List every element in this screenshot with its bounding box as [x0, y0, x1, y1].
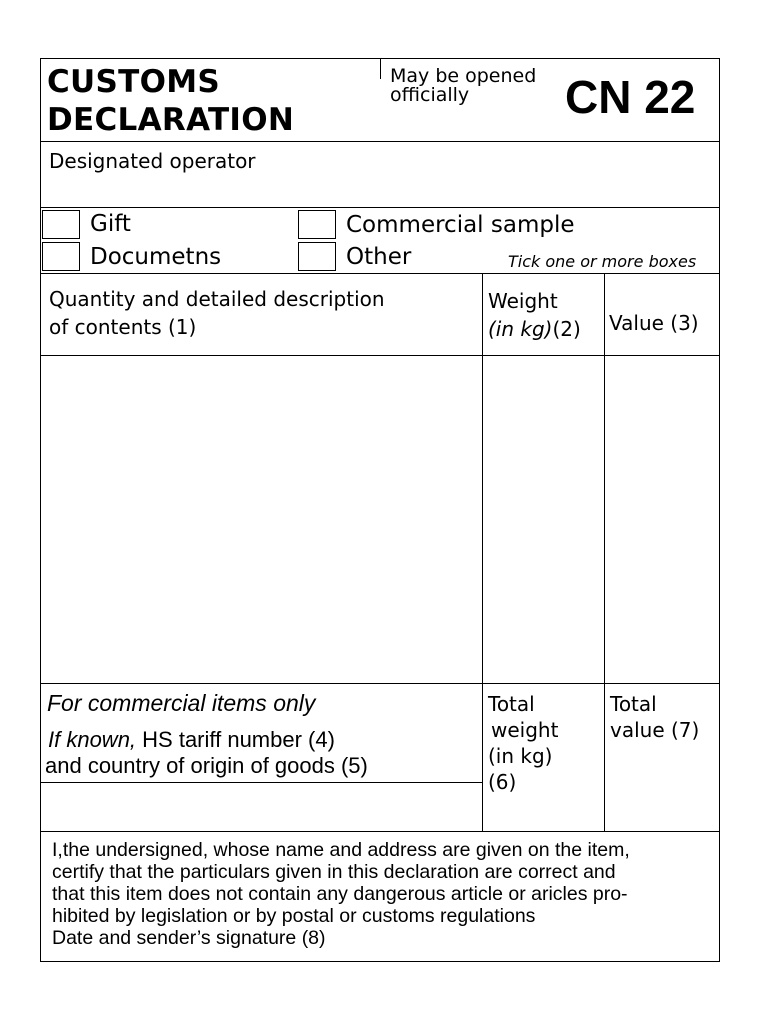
other-label: Other — [346, 244, 412, 270]
total-weight-line2: weight — [491, 718, 559, 742]
commercial-items-heading: For commercial items only — [47, 690, 316, 716]
description-header-line2: of contents (1) — [49, 315, 197, 339]
declaration-text — [52, 839, 712, 949]
declaration-line1: I,the undersigned, whose name and address are given on the item, — [52, 839, 630, 861]
weight-header-line2 — [488, 315, 581, 343]
form-title-line2: DECLARATION — [47, 102, 295, 138]
weight-number: (2) — [552, 317, 581, 341]
form-title — [47, 63, 294, 139]
divider-contents — [41, 683, 719, 684]
total-value-line2: value (7) — [610, 718, 700, 742]
weight-header-line1: Weight — [488, 289, 558, 313]
if-known-text: If known, — [48, 727, 137, 752]
divider-categories — [41, 273, 719, 274]
divider-operator — [41, 207, 719, 208]
cn22-form — [40, 58, 720, 962]
form-code: CN 22 — [565, 71, 696, 123]
total-weight-line3: (in kg) — [488, 744, 553, 768]
total-value-label — [610, 691, 699, 743]
tick-instruction: Tick one or more boxes — [508, 252, 697, 271]
divider-header — [41, 141, 719, 142]
other-checkbox[interactable] — [298, 242, 336, 271]
tariff-origin-field[interactable] — [41, 783, 482, 831]
contents-description-field[interactable] — [41, 356, 482, 683]
description-column-header — [49, 285, 385, 341]
contents-value-field[interactable] — [605, 356, 719, 683]
documents-checkbox[interactable] — [42, 242, 80, 271]
contents-weight-field[interactable] — [483, 356, 604, 683]
commercial-sample-label: Commercial sample — [346, 212, 575, 238]
country-origin-label: and country of origin of goods (5) — [45, 753, 368, 778]
total-weight-label — [488, 691, 558, 795]
documents-label: Documetns — [90, 244, 222, 270]
weight-unit: (in kg) — [488, 317, 553, 341]
opened-line1: May be opened — [390, 65, 537, 87]
hs-tariff-label — [48, 727, 335, 753]
gift-label: Gift — [90, 211, 131, 237]
declaration-line2: certify that the particulars given in this declaration are correct and — [52, 861, 616, 883]
signature-label: Date and sender’s signature (8) — [52, 927, 326, 949]
hs-tariff-text: HS tariff number (4) — [136, 727, 335, 752]
form-title-line1: CUSTOMS — [47, 64, 221, 100]
weight-column-header — [488, 287, 581, 343]
gift-checkbox[interactable] — [42, 210, 80, 239]
divider-totals — [41, 831, 719, 832]
commercial-sample-checkbox[interactable] — [298, 210, 336, 239]
designated-operator-label: Designated operator — [49, 149, 256, 173]
opened-line2: officially — [390, 84, 470, 106]
description-header-line1: Quantity and detailed description — [49, 287, 385, 311]
opened-officially-note — [390, 67, 536, 105]
declaration-line3: that this item does not contain any dangerous article or aricles pro- — [52, 883, 628, 905]
total-value-line1: Total — [610, 692, 657, 716]
value-column-header: Value (3) — [609, 311, 699, 335]
total-weight-line4: (6) — [488, 770, 517, 794]
header-divider-mark — [380, 59, 381, 79]
declaration-line4: hibited by legislation or by postal or customs regulations — [52, 905, 536, 927]
total-weight-line1: Total — [488, 692, 535, 716]
